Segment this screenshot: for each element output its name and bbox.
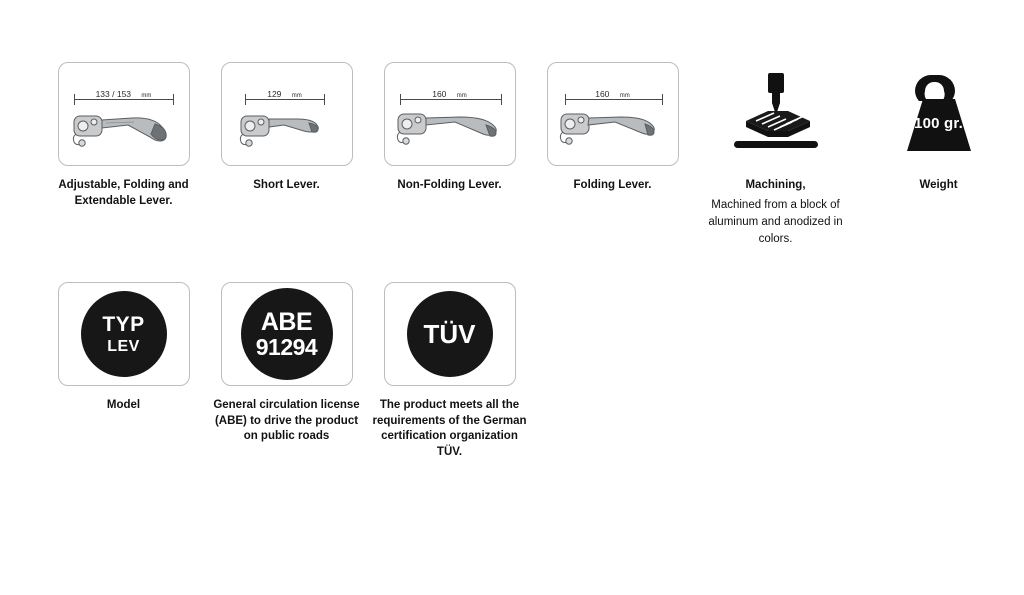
abe-badge-line1: ABE <box>260 307 313 336</box>
weight-value: 100 gr. <box>914 115 963 132</box>
feature-caption: Non-Folding Lever. <box>397 179 502 191</box>
lever-image-box <box>547 62 679 166</box>
feature-row-1 <box>0 62 1024 248</box>
feature-cell-short-lever <box>205 62 368 248</box>
weight-image-box <box>873 62 1005 166</box>
abe-badge-line2: 91294 <box>255 333 318 360</box>
lever-adjustable-icon <box>62 66 186 162</box>
model-badge-line1: TYP <box>102 312 145 336</box>
dimension-label: 129 mm <box>235 84 335 102</box>
model-badge-icon <box>81 291 167 377</box>
cnc-machining-icon <box>726 71 826 157</box>
feature-caption: Adjustable, Folding and Extendable Lever. <box>58 179 189 207</box>
tuv-badge-icon <box>407 291 493 377</box>
feature-caption: Short Lever. <box>253 179 320 191</box>
feature-subcaption: Machined from a block of aluminum and anodized in colors. <box>708 198 843 246</box>
feature-cell-adjustable-lever <box>42 62 205 248</box>
feature-caption: Model <box>106 399 141 412</box>
abe-image-box <box>221 282 353 386</box>
tuv-badge-line1: TÜV <box>423 319 476 350</box>
weight-kettlebell-icon <box>887 69 991 159</box>
lever-drawing <box>388 100 512 156</box>
feature-cell-model <box>42 282 205 460</box>
lever-drawing <box>551 100 675 156</box>
feature-caption: Machining, <box>745 179 806 191</box>
feature-cell-abe <box>205 282 368 460</box>
feature-caption: The product meets all the requirements of the German certification organization TÜV. <box>372 399 527 458</box>
spec-sheet <box>0 62 1024 595</box>
dimension-label: 160 mm <box>388 84 512 102</box>
model-badge-line2: LEV <box>107 337 140 355</box>
lever-short-icon <box>225 66 349 162</box>
lever-image-box <box>221 62 353 166</box>
machining-image-box <box>710 62 842 166</box>
model-image-box <box>58 282 190 386</box>
dimension-label: 133 / 153 mm <box>62 84 186 102</box>
feature-caption: Weight <box>919 179 958 191</box>
feature-cell-folding-lever <box>531 62 694 248</box>
dimension-label: 160 mm <box>551 84 675 102</box>
feature-cell-weight <box>857 62 1020 248</box>
lever-drawing <box>62 100 186 156</box>
feature-cell-non-folding-lever <box>368 62 531 248</box>
feature-cell-tuv <box>368 282 531 460</box>
lever-drawing <box>225 100 349 156</box>
abe-badge-icon <box>241 288 333 380</box>
lever-image-box <box>58 62 190 166</box>
feature-caption: General circulation license (ABE) to drive the product on public roads <box>213 399 360 443</box>
feature-caption: Folding Lever. <box>573 179 652 191</box>
feature-cell-machining <box>694 62 857 248</box>
lever-folding-icon <box>551 66 675 162</box>
lever-image-box <box>384 62 516 166</box>
lever-non-folding-icon <box>388 66 512 162</box>
feature-row-2 <box>0 282 1024 460</box>
tuv-image-box <box>384 282 516 386</box>
